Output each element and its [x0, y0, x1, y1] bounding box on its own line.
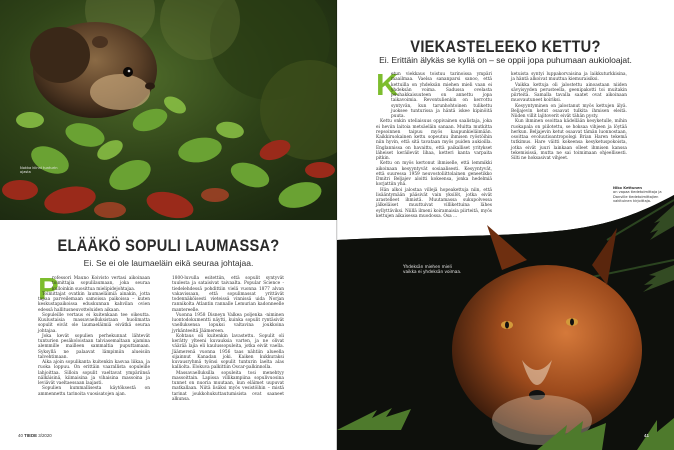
photo-credit: Nokka kiinni tunturin ojasta — [20, 166, 58, 175]
body-column-2 — [511, 72, 627, 161]
page-number: 41 — [644, 433, 649, 438]
spread-gutter — [336, 0, 338, 450]
paragraph: Kesyyntyminen on jalostanut myös kettujen älyä. Beljajevin ketut osaavat tulkita ihmisen eleitä. Niiden villit lajitoverit eivät tähän pysty. — [511, 103, 627, 119]
article-headline: VIEKASTELEEKO KETTU? — [410, 37, 601, 56]
paragraph: Sopulien kummallisesta käytöksestä on ammennettu tarinoita vuosisatojen ajan. — [38, 386, 150, 397]
paragraph: 1800-luvulla esitettiin, että sopulit syntyvät tuulesta ja sataisivat taivaalta. Popular Science -tiedelehdessä pohdittiin vielä vuonna 1877 alvan vakavissaan, että sopulimassat yrittävät todennäköisesti vieteissä vinnissä uida Norjan rannikolta Atlantin rannalle Lemurian kadonneelle mantereelle. — [172, 276, 284, 313]
page-footer — [18, 433, 52, 438]
paragraph: Vaikka kettuja oli jalostettu ainoastaan niiden sävyisyyden perusteella, geenipakotti toi muitakin piirteitä. Samalla tavalla saatet ovat aikoinaan muovautuneet koiriksi. — [511, 82, 627, 104]
paragraph: Aika ajoin sopulikanta kuitenkin kasvaa liikaa, ja ruoka loppuu. On erittäin vaarallista sopuleille lahjoittaa. Silloin sopulit vaeltavat ympäriinsä nälkäisinä, kiimaisina ja vihaisina massoina ja leviävät vaeltaessaan laajasti. — [38, 360, 150, 386]
paragraph: Hän alkoi jalostaa villejä hopeakettuja niin, että lisääntymään pääsivät vain yksilöt, jotka eivät arastelleet ihmistä. Muutamassa sukupolvessa jälkeläiset muuttuivat villikettuina lähes eyllyttäviksi. Niillä ilmeni koiramaisia piirteitä, myös kettujen aikaisessa muodossa. Osa ... — [376, 187, 492, 219]
article-subheadline: Ei. Se ei ole laumaeläin eikä seuraa johtajaa. — [83, 258, 254, 268]
paragraph: Sopuleille vertaus ei kuitenkaan tee oikeutta. Kuulustaisia massavaelluksistaan huolimatta sopulit eivät ole laumaeläimiä eivätkä seuraa johtajaa. — [38, 312, 150, 334]
page-number: 40 — [18, 433, 23, 438]
drop-cap: P — [38, 271, 59, 306]
paragraph: Joka kevät sopulien perhekunnat lähtevät tunturien pesäkoloistaan talviasemaltaan ajamina alemmille mailleen sammaltia puputtamaan. Syksyllä ne palaavat lämpimiin alueisiin talvehtimaan. — [38, 333, 150, 360]
article-subheadline: Ei. Erittäin älykäs se kyllä on – se oppii jopa puhumaan aukioloajat. — [379, 55, 632, 65]
drop-cap: K — [376, 67, 399, 102]
lemming-photo — [0, 0, 337, 220]
paragraph: Kettu on myös kertonut ihmiselle, että lemmikki aikoinaan kesyyntyvät sosiaalisesti. Kesyyntyvät, että suuressa 1959 neuvostoliittolainen geneetikko Dmitri Beljajev aloitti kokeensa, jonka hedelmiä korjattiin yhä. — [376, 161, 492, 188]
issue-number: 3/2020 — [38, 433, 52, 438]
paragraph: Kohtaus oli kuitenkin lavastettu. Sopulit oli kerätty ylteeni kuvauksia varten, ja ne olivat väärää lajia eli kaulussopuleita, jotka eivät vaella. Jäämerenä vuonna 1956 taas nähtiin alueella sijainnut Kanadan joki. Kaiken kukkuraksi kuvausryhmä työnsi sopulit tunturin laelta alas kalliolta. Elokuva palkittiin Oscar-palkinnolla. — [172, 333, 284, 371]
author-name: Niko Kettunen — [613, 186, 642, 190]
author-credit — [613, 186, 673, 204]
paragraph: Kettu onkin uteliaisuus oppivainen saalistaja, joka ei heviin laitoia metsäeläin sanaan. Muitta mutkitta repsoinnen taipuu myös kaupunkieläimään. Kaikkiruokainen kettu sopeutuu ihmisen ryöstöihin niin hyvin, että sitä tavataan myös puiden aukioilla. Englannissa on havaittu, että paikalliset yritykset läheiset keräilevät lihaa, ketteri kanta varpaita pitkin. — [376, 119, 492, 161]
photo-caption: Yhdeksän miehen mieli vaikka ei yhdeksän voimaa. — [403, 264, 462, 274]
lemming-photo-illustration — [0, 0, 337, 220]
paragraph: Kun ihminen osoittaa kädellään kesyketulle, mihin ruokapala on piilotettu, se hoksaa vihjeen ja löytää herkun. Beljajevin ketut osaavat tämän luonnostaan, osoittaa evoluutioantropologi Brian Haren tekemä tutkimus. Hare väitti kokeensa kesyketuspokoista, jotka eivät juuri lainkaan olleet ihmisen kanssa tekemisissä, mutta ne sai toimimaan ohjeellisesti. Silti ne hoksasivat vihjeet. — [511, 119, 627, 161]
article-headline: ELÄÄKÖ SOPULI LAUMASSA? — [57, 236, 280, 255]
paragraph: etun viekkaus toistuu tarinoissa ympäri maailmaa. Vaelsa sananparsi sanoo, että kettuilla on yhdeksän miehen mieli vaan ei yhdeksän voima. Sadussa ovelasta puuhakkaisuuteen on annettu jopa taikavoimia. Revontulienkin on kerrottu syntyvän, kun tarunhohtoinen tulikettu juoksee tunturissa ja häntä iskee kipinöitä puuta. — [391, 72, 492, 119]
paragraph: Vuonna 1958 Disneyn Valkea poljenka -niminen luontodokumentti näytti, kuinka sopulit ryntäsivät vaelluksensa lopuksi valtavina joukkoina jyrkänteeltä Jäämereen. — [172, 312, 284, 334]
paragraph: Massavaelluksilla sopuleita tosi menehtyy massoittain. Lapissa villikampiina sopulivuosina tunnet on nuoria muutaan, kun eläimet uupuvat matkallaan. Niitä lisäksi myös vesistöihin – mistä tarinat joukkohukuttautumisista ovat saaneet alkunsa. — [172, 370, 284, 402]
paragraph: Toimittajat ovatkin laumaeläimiä ainakin, jotta tapaa parveilemaan samoissa paikoissa – kuten keskustapaikoissa eduskunnan kahvilan ovien edessä hallitusneuvotteluiden aikaan. — [38, 291, 150, 313]
body-column-1 — [376, 67, 492, 219]
right-page — [337, 0, 674, 450]
author-bio: on vapaa tiedetoimittaja ja Danville tiedetoimittajien vakituinen kirjoittaja. — [613, 190, 662, 204]
body-column-1 — [38, 271, 150, 397]
body-column-2 — [172, 276, 284, 402]
paragraph: rofessori Mauno Koivisto vertasi aikoinaan toimittajia sopulilaumaan, joka seuraa kulloinkin suosittua mielipidejohtajaa. — [52, 276, 150, 292]
paragraph: ketuista syntyi luppakorvaisina ja laikkuturkkisina, ja häntä alkoivat muuttua kiemuraisiksi. — [511, 72, 627, 83]
magazine-name: TIEDE — [24, 433, 38, 438]
